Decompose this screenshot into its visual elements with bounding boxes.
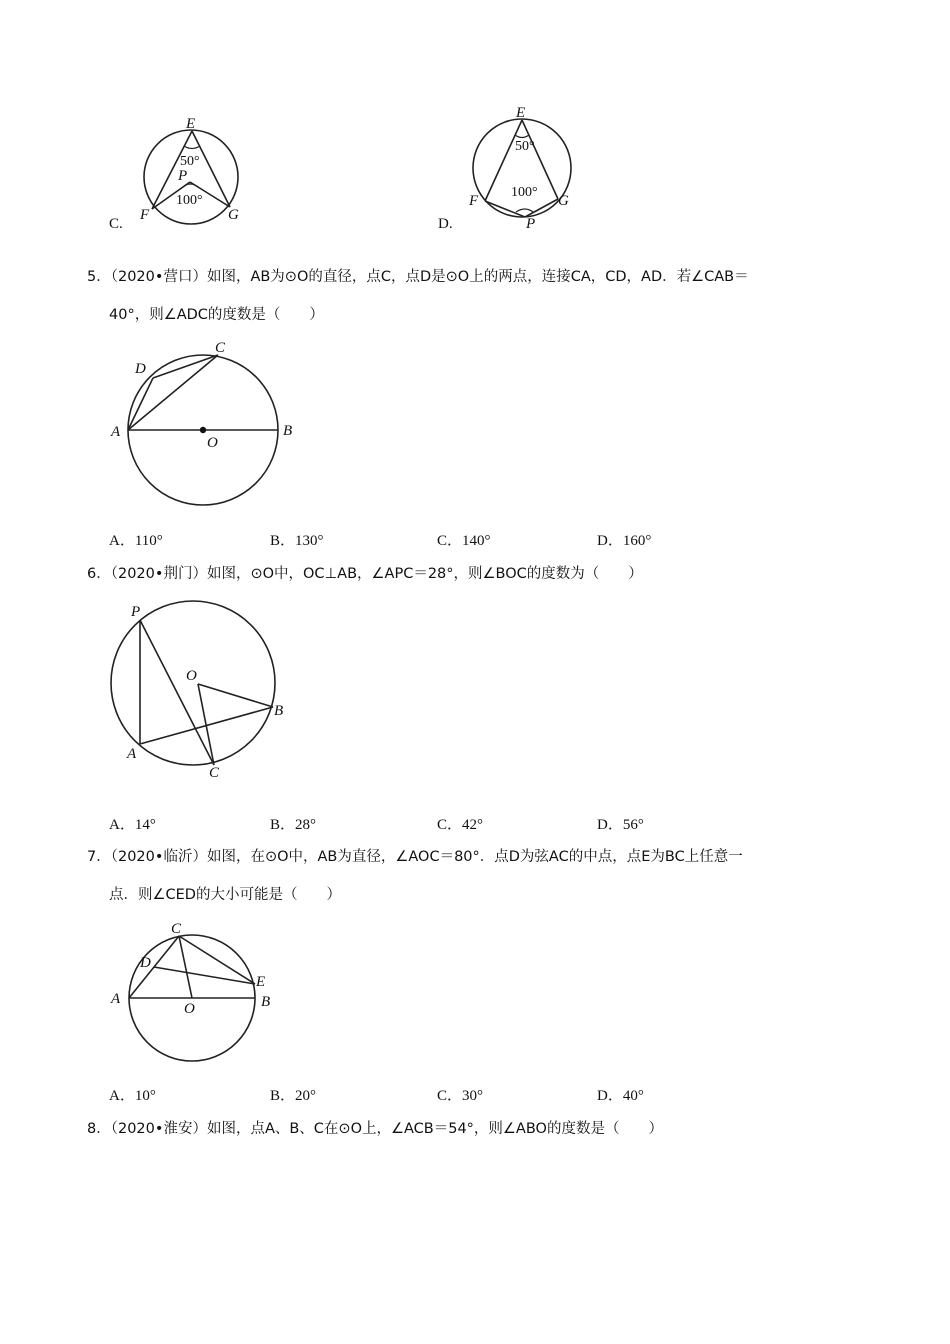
question-8-line-1 <box>87 1119 663 1139</box>
angle-arc-p <box>516 209 533 212</box>
question-text: （2020•荆门）如图，⊙O中，OC⊥AB，∠APC＝28°，则∠BOC的度数为（ ） <box>110 566 643 582</box>
figure-option-c <box>130 115 260 230</box>
point-e: E <box>516 105 526 121</box>
question-7-options <box>109 1084 749 1106</box>
question-7-line-1 <box>87 847 743 867</box>
angle-100: 100° <box>176 193 203 208</box>
point-o: O <box>184 1001 195 1017</box>
point-c: C <box>209 765 220 781</box>
point-p: P <box>131 604 141 620</box>
question-6-options <box>109 813 749 835</box>
question-number: 5． <box>87 269 111 285</box>
question-number: 7． <box>87 849 111 865</box>
point-p: P <box>526 216 536 232</box>
point-e: E <box>186 116 196 132</box>
point-g: G <box>228 207 239 223</box>
point-g: G <box>558 193 569 209</box>
figure-option-d <box>465 100 595 235</box>
question-5-line-2: 40°，则∠ADC的度数是（ ） <box>109 307 324 323</box>
point-d: D <box>135 361 146 377</box>
question-number: 8． <box>87 1121 111 1137</box>
segment-de <box>154 967 255 984</box>
point-a: A <box>127 746 137 762</box>
option-c[interactable]: C．140° <box>437 533 491 549</box>
segment-ad <box>128 378 153 430</box>
option-d[interactable]: D．40° <box>597 1088 644 1104</box>
figure-question-5 <box>105 335 305 515</box>
option-d-label: D. <box>438 216 453 232</box>
segment-gp <box>525 199 558 217</box>
question-5-line-1 <box>87 267 749 287</box>
point-o: O <box>186 668 197 684</box>
point-f: F <box>140 207 150 223</box>
angle-50: 50° <box>515 139 535 154</box>
point-o: O <box>207 435 218 451</box>
point-d: D <box>140 955 151 971</box>
option-c[interactable]: C．30° <box>437 1088 484 1104</box>
point-b: B <box>274 703 284 719</box>
option-d[interactable]: D．160° <box>597 533 652 549</box>
question-5-options <box>109 529 749 551</box>
option-b[interactable]: B．28° <box>270 817 317 833</box>
circle <box>144 130 238 224</box>
angle-arc-e <box>515 135 529 138</box>
option-b[interactable]: B．20° <box>270 1088 317 1104</box>
figure-question-6 <box>108 596 298 786</box>
point-p: P <box>178 168 188 184</box>
segment-ob <box>198 684 273 707</box>
question-text: （2020•营口）如图，AB为⊙O的直径，点C，点D是⊙O上的两点，连接CA，CD，AD．若∠CAB＝ <box>110 269 749 285</box>
point-b: B <box>283 423 293 439</box>
segment-pc <box>140 620 214 765</box>
option-d[interactable]: D．56° <box>597 817 644 833</box>
segment-oc <box>179 936 192 998</box>
point-b: B <box>261 994 271 1010</box>
option-a[interactable]: A．14° <box>109 817 156 833</box>
angle-50: 50° <box>180 154 200 169</box>
point-a: A <box>111 424 121 440</box>
option-c-label: C. <box>109 216 123 232</box>
point-c: C <box>171 921 182 937</box>
figure-question-7 <box>105 918 285 1068</box>
point-e: E <box>256 974 266 990</box>
question-number: 6． <box>87 566 111 582</box>
point-a: A <box>111 991 121 1007</box>
question-7-line-2: 点．则∠CED的大小可能是（ ） <box>109 887 341 903</box>
point-f: F <box>469 193 479 209</box>
question-6-line-1 <box>87 564 643 584</box>
angle-arc-e <box>184 146 200 149</box>
option-b[interactable]: B．130° <box>270 533 324 549</box>
question-text: （2020•临沂）如图，在⊙O中，AB为直径，∠AOC＝80°．点D为弦AC的中点，点E为BC上任意一 <box>110 849 743 865</box>
option-a[interactable]: A．10° <box>109 1088 156 1104</box>
question-text: （2020•淮安）如图，点A、B、C在⊙O上，∠ACB＝54°，则∠ABO的度数是（ ） <box>110 1121 663 1137</box>
option-c[interactable]: C．42° <box>437 817 484 833</box>
angle-100: 100° <box>511 185 538 200</box>
point-c: C <box>215 340 226 356</box>
option-a[interactable]: A．110° <box>109 533 163 549</box>
center-dot <box>200 427 206 433</box>
